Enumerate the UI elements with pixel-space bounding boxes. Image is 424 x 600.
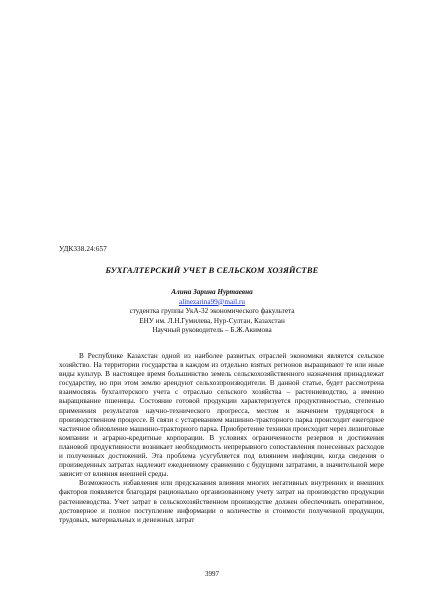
author-email-link[interactable]: alinezarina99@mail.ru [179,297,245,306]
scientific-supervisor: Научный руководитель – Б.Ж.Акимова [152,326,272,335]
author-name: Алина Зарина Нуртаевна [171,288,253,296]
article-title: БУХГАЛТЕРСКИЙ УЧЕТ В СЕЛЬСКОМ ХОЗЯЙСТВЕ [105,266,319,275]
author-block [0,288,424,336]
article-body [59,352,384,525]
udc-code: УДК338.24:657 [59,245,107,253]
author-affiliation-2: ЕНУ им. Л.Н.Гумилева, Нур-Султан, Казахстан [139,316,285,325]
paragraph-2: Возможность избавления или предсказания влияния многих негативных внутренних и внешних факторов появляется благодаря рационально организованному учету затрат на производство продукции растениеводства. Учет затрат в сельскохозяйственном производстве должен обеспечивать оперативное, достоверное и полное поступление информации о количестве и стоимости полученной продукции, трудовых, материальных и денежных затрат [59,479,384,524]
page-number: 3997 [205,570,219,578]
paragraph-1: В Республике Казахстан одной из наиболее развитых отраслей экономики является сельское хозяйство. На территории государства в каждом из отдельно взятых регионов выращивают те или иные виды культур. В настоящее время большинство земель сельскохозяйственного назначения принадлежат государству, но при этом землю арендуют сельхозпроизводители. В данной статье, будет рассмотрена взаимосвязь бухгалтерского учета с отраслью сельского хозяйства – растениеводство, а именно выращивание пшеницы. Состояние готовой продукции характеризуется продуктивностью, степенью применения результатов научно-технического прогресса, местом и значением трудящегося в производственном процессе. В связи с устареванием машинно-тракторного парка происходит ежегодное частичное обновление машинно-тракторного парка. Приобретение техники происходит через лизинговые компании и аграрно-кредитные корпорации. В условиях ограниченности резервов и достижения плановой продуктивности возникает необходимость непрерывного сопоставления понесенных расходов и полученных достижений. Эта проблема усугубляется под влиянием инфляции, когда сведения о произведенных затратах надлежит ежедневному сравнению с будущими затратами, в значительной мере зависит от влияния внешней среды. [59,352,384,479]
author-affiliation-1: студентка группы УкА-32 экономического факультета [129,307,295,316]
